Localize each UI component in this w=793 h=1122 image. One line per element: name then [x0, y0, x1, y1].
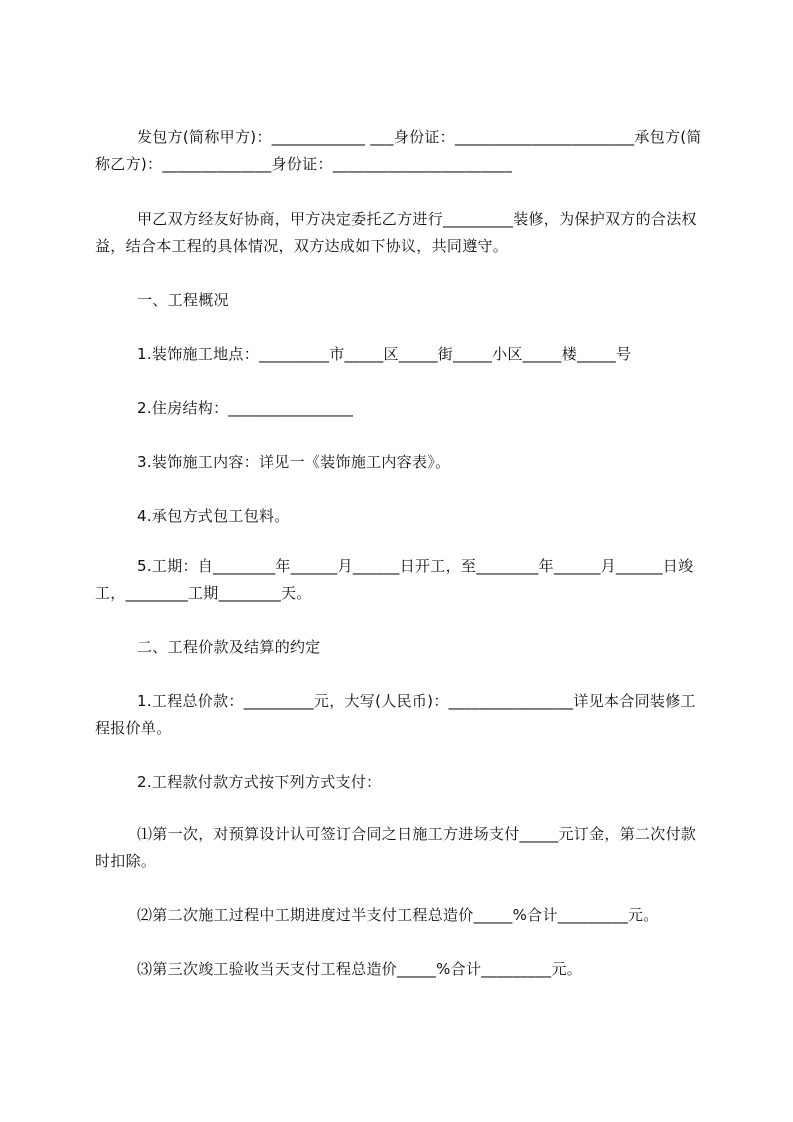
section-1-item-2: 2.住房结构：________________ [137, 399, 354, 417]
section-1-item-3: 3.装饰施工内容：详见一《装饰施工内容表》。 [137, 453, 451, 471]
section-2-item-1: 1.工程总价款：_________元，大写(人民币)：________________详见本合同装修工程报价单。 [95, 692, 696, 737]
section-2-item-2: 2.工程款付款方式按下列方式支付： [137, 773, 382, 791]
section-1-item-4: 4.承包方式包工包料。 [137, 507, 290, 525]
section-2-heading: 二、工程价款及结算的约定 [137, 638, 321, 656]
payment-item-3: ⑶第三次竣工验收当天支付工程总造价_____%合计_________元。 [137, 960, 583, 978]
payment-item-1: ⑴第一次，对预算设计认可签订合同之日施工方进场支付_____元订金，第二次付款时扣除。 [95, 825, 697, 870]
intro-paragraph: 甲乙双方经友好协商，甲方决定委托乙方进行_________装修，为保护双方的合法权益，结合本工程的具体情况，双方达成如下协议，共同遵守。 [95, 210, 697, 255]
section-1-item-5: 5.工期：自________年______月______日开工，至________年______月______日竣工，________工期________天。 [95, 557, 694, 602]
payment-item-2: ⑵第二次施工过程中工期进度过半支付工程总造价_____%合计_________元。 [137, 906, 659, 924]
parties-paragraph: 发包方(简称甲方)：____________ ___身份证：_______________________承包方(简称乙方)：______________身份证：_______________________ [95, 128, 702, 173]
section-1-item-1: 1.装饰施工地点：_________市_____区_____街_____小区_____楼_____号 [137, 345, 632, 363]
section-1-heading: 一、工程概况 [137, 291, 229, 309]
